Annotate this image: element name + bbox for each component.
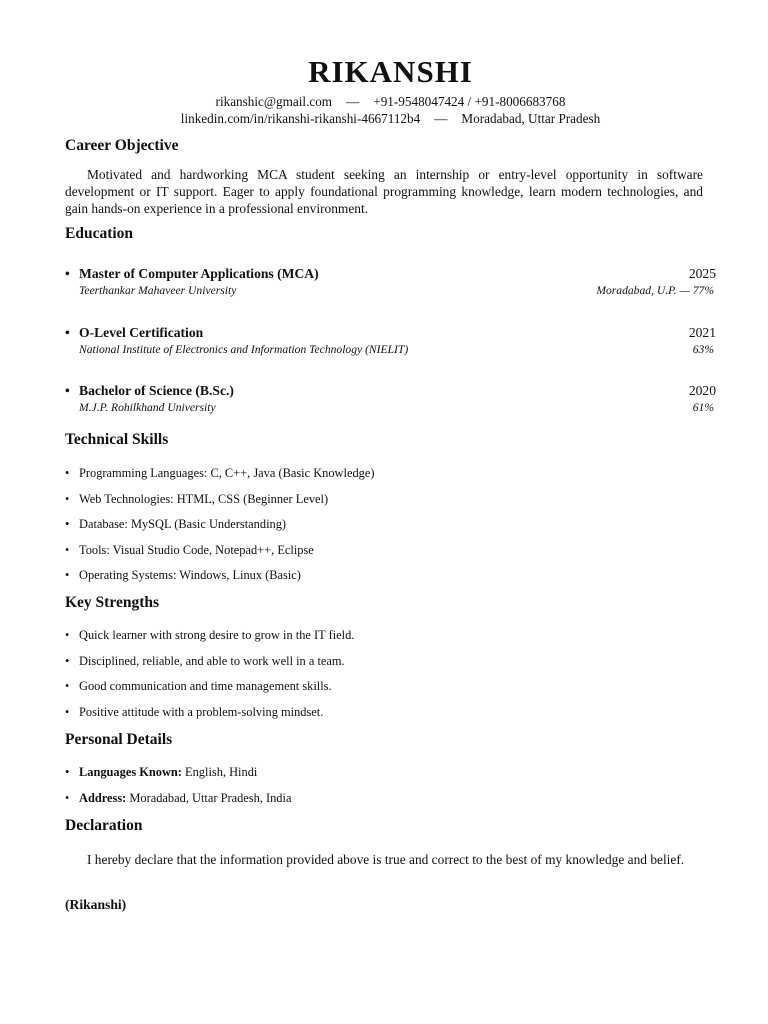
section-title-declaration: Declaration xyxy=(65,817,143,834)
detail-value: Moradabad, Uttar Pradesh, India xyxy=(129,790,292,805)
resume-page xyxy=(65,52,716,912)
detail-value: English, Hindi xyxy=(185,765,258,779)
education-entry xyxy=(65,382,716,415)
linkedin-link[interactable]: linkedin.com/in/rikanshi-rikanshi-4667112b4 xyxy=(180,111,421,126)
bullet-icon: • xyxy=(65,517,70,532)
email-link[interactable]: rikanshic@gmail.com xyxy=(215,94,333,109)
list-item xyxy=(65,790,291,806)
bullet-icon: • xyxy=(65,266,70,281)
list-item: • Web Technologies: HTML, CSS (Beginner Level) xyxy=(65,491,329,506)
bullet-icon: • xyxy=(65,325,70,340)
list-item: • Positive attitude with a problem-solving mindset. xyxy=(65,704,324,719)
bullet-icon: • xyxy=(65,790,70,805)
education-detail: 63% xyxy=(692,343,714,356)
list-item: • Database: MySQL (Basic Understanding) xyxy=(65,517,287,532)
career-objective-text: Motivated and hardworking MCA student seeking an internship or entry-level opportunity in software development or IT support. Eager to apply foundational programming knowledge, learn modern technologies, and gain hands-on experience in a professional environment. xyxy=(65,167,703,217)
signature: (Rikanshi) xyxy=(65,897,127,912)
education-degree xyxy=(65,265,319,283)
education-degree xyxy=(65,382,234,400)
section-title-personal-details: Personal Details xyxy=(65,731,173,748)
degree-label: Bachelor of Science (B.Sc.) xyxy=(79,383,234,398)
detail-label: Address: xyxy=(79,790,127,805)
location-text: Moradabad, Uttar Pradesh xyxy=(461,111,601,126)
list-item: • Quick learner with strong desire to grow in the IT field. xyxy=(65,628,355,642)
list-item: • Tools: Visual Studio Code, Notepad++, Eclipse xyxy=(65,542,314,557)
bullet-icon: • xyxy=(65,628,70,642)
education-entry xyxy=(65,265,716,298)
degree-label: O-Level Certification xyxy=(79,325,204,340)
education-institution: Teerthankar Mahaveer University xyxy=(79,284,237,297)
education-detail: 61% xyxy=(692,401,714,414)
candidate-name: RIKANSHI xyxy=(308,54,473,89)
section-title-technical-skills: Technical Skills xyxy=(65,431,169,448)
list-item: • Disciplined, reliable, and able to work well in a team. xyxy=(65,653,345,668)
bullet-icon: • xyxy=(65,704,70,719)
education-institution: National Institute of Electronics and Information Technology (NIELIT) xyxy=(79,343,409,356)
education-year: 2025 xyxy=(688,266,716,281)
section-title-career-objective: Career Objective xyxy=(65,137,179,154)
bullet-icon: • xyxy=(65,679,70,694)
bullet-icon: • xyxy=(65,542,70,557)
declaration-text: I hereby declare that the information provided above is true and correct to the best of my knowledge and belief. xyxy=(87,852,685,867)
list-item xyxy=(65,764,291,780)
education-year: 2020 xyxy=(688,383,716,398)
contact-separator: — xyxy=(434,111,448,126)
detail-label: Languages Known: xyxy=(79,765,182,779)
education-degree xyxy=(65,324,203,342)
contact-separator: — xyxy=(346,94,360,109)
section-title-education: Education xyxy=(65,225,134,242)
bullet-icon: • xyxy=(65,653,70,668)
education-detail: Moradabad, U.P. — 77% xyxy=(596,284,714,297)
section-title-key-strengths: Key Strengths xyxy=(65,594,160,611)
degree-label: Master of Computer Applications (MCA) xyxy=(79,266,319,281)
education-entry xyxy=(65,324,716,357)
bullet-icon: • xyxy=(65,466,70,480)
bullet-icon: • xyxy=(65,491,70,506)
bullet-icon: • xyxy=(65,383,70,398)
key-strengths-list xyxy=(65,627,354,720)
list-item: • Operating Systems: Windows, Linux (Basic) xyxy=(65,568,301,583)
personal-details-list xyxy=(65,764,291,806)
technical-skills-list xyxy=(65,465,374,583)
bullet-icon: • xyxy=(65,568,70,583)
contact-line-1 xyxy=(65,93,716,110)
list-item: • Good communication and time management skills. xyxy=(65,679,332,694)
phone-numbers: +91-9548047424 / +91-8006683768 xyxy=(373,94,566,109)
bullet-icon: • xyxy=(65,765,70,779)
education-institution: M.J.P. Rohilkhand University xyxy=(79,401,216,414)
list-item: • Programming Languages: C, C++, Java (Basic Knowledge) xyxy=(65,466,375,480)
contact-line-2 xyxy=(65,110,716,127)
education-year: 2021 xyxy=(688,325,716,340)
